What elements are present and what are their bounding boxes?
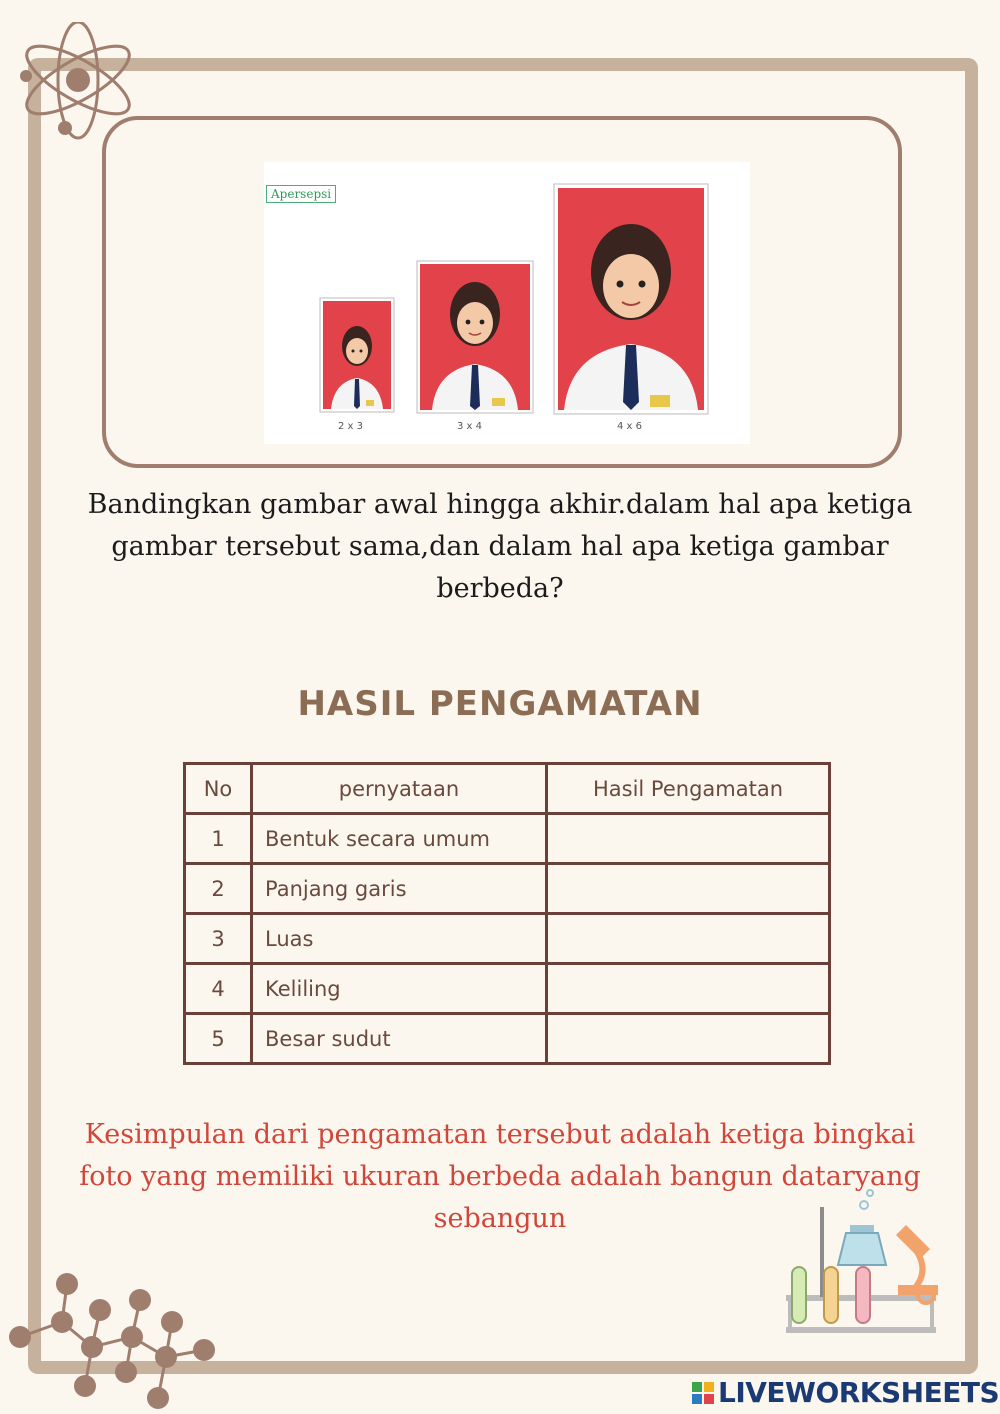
result-answer-cell[interactable]	[547, 964, 830, 1014]
observation-table	[183, 762, 831, 1065]
table-header-row	[185, 764, 830, 814]
photo-3x4	[417, 261, 533, 413]
row-statement: Panjang garis	[252, 864, 547, 914]
row-statement: Luas	[252, 914, 547, 964]
row-statement: Keliling	[252, 964, 547, 1014]
liveworksheets-logo-icon	[692, 1382, 714, 1404]
column-header-statement: pernyataan	[252, 764, 547, 814]
result-answer-cell[interactable]	[547, 864, 830, 914]
table-row	[185, 814, 830, 864]
column-header-no: No	[185, 764, 252, 814]
photo-4x6	[554, 184, 708, 414]
result-answer-cell[interactable]	[547, 1014, 830, 1064]
result-answer-cell[interactable]	[547, 914, 830, 964]
row-number: 3	[185, 914, 252, 964]
row-number: 2	[185, 864, 252, 914]
row-number: 4	[185, 964, 252, 1014]
photo-size-label: 3 x 4	[457, 421, 482, 432]
photo-comparison-image	[264, 162, 750, 444]
row-statement: Bentuk secara umum	[252, 814, 547, 864]
molecule-icon	[0, 1262, 230, 1414]
table-row	[185, 914, 830, 964]
footer-brand-text: LIVEWORKSHEETS	[718, 1376, 1000, 1409]
table-row	[185, 964, 830, 1014]
column-header-result: Hasil Pengamatan	[547, 764, 830, 814]
question-text: Bandingkan gambar awal hingga akhir.dalam hal apa ketiga gambar tersebut sama,dan dalam hal apa ketiga gambar berbeda?	[87, 489, 913, 604]
photo-2x3	[320, 298, 394, 412]
row-statement: Besar sudut	[252, 1014, 547, 1064]
row-number: 1	[185, 814, 252, 864]
table-row	[185, 1014, 830, 1064]
table-row	[185, 864, 830, 914]
section-heading: HASIL PENGAMATAN	[297, 684, 703, 724]
apersepsi-tag: Apersepsi	[266, 185, 336, 203]
footer-brand	[692, 1376, 999, 1409]
row-number: 5	[185, 1014, 252, 1064]
result-answer-cell[interactable]	[547, 814, 830, 864]
lab-equipment-icon	[780, 1185, 950, 1335]
photo-size-label: 2 x 3	[338, 421, 363, 432]
photo-size-label: 4 x 6	[617, 421, 642, 432]
conclusion-text: Kesimpulan dari pengamatan tersebut adalah ketiga bingkai foto yang memiliki ukuran berbeda adalah bangun dataryang sebangun	[79, 1119, 921, 1234]
